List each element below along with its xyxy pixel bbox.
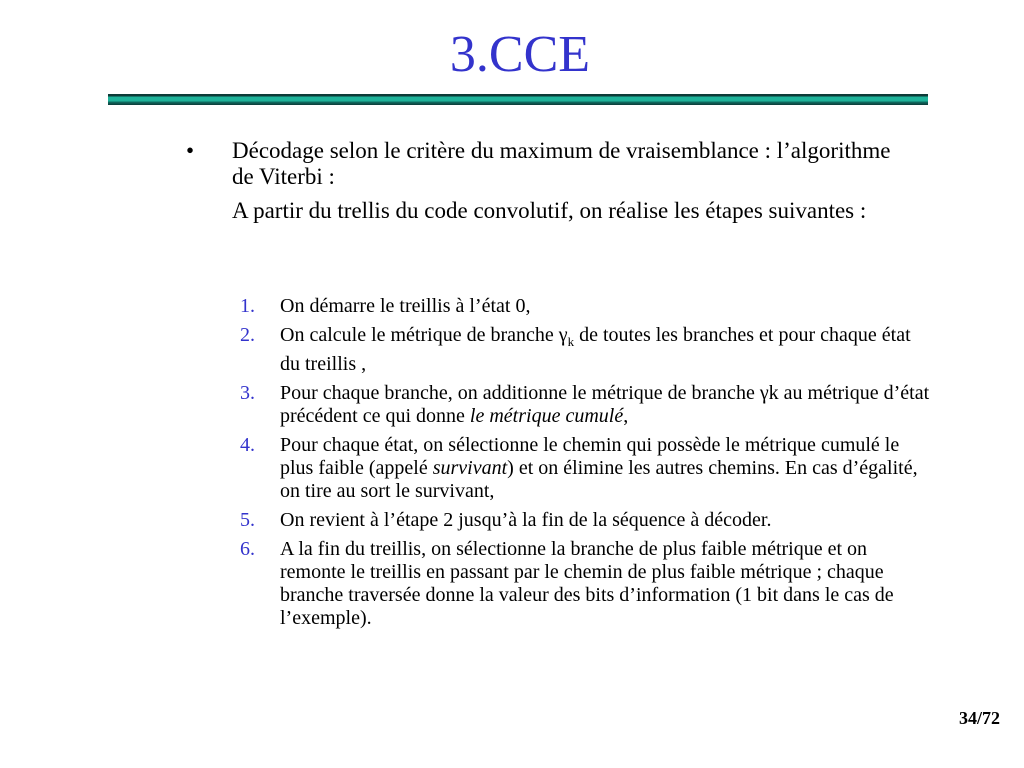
step-number: 2. xyxy=(240,324,255,346)
list-item xyxy=(240,382,930,428)
intro-paragraph: A partir du trellis du code convolutif, on réalise les étapes suivantes : xyxy=(232,198,867,223)
bullet-text: Décodage selon le critère du maximum de vraisemblance : l’algorithme de Viterbi : xyxy=(232,138,891,189)
steps-list xyxy=(240,295,930,636)
title-divider xyxy=(108,94,928,105)
bullet-icon: • xyxy=(186,138,195,163)
page-number: 34/72 xyxy=(958,708,1000,728)
step-text: Pour chaque branche, on additionne le métrique de branche γk au métrique d’état précédent ce qui donne le métrique cumulé, xyxy=(280,382,930,427)
step-number: 4. xyxy=(240,434,255,456)
step-number: 1. xyxy=(240,295,255,317)
gamma-symbol: γ xyxy=(558,324,568,346)
step-text: On revient à l’étape 2 jusqu’à la fin de la séquence à décoder. xyxy=(280,509,772,531)
step-text: A la fin du treillis, on sélectionne la branche de plus faible métrique et on remonte le treillis en passant par le chemin de plus faible métrique ; chaque branche traversée donne la valeur des bits d’information (1 bit dans le cas de l’exemple). xyxy=(280,538,894,629)
step-number: 6. xyxy=(240,538,255,560)
list-item xyxy=(240,509,930,532)
step-text: On démarre le treillis à l’état 0, xyxy=(280,295,531,317)
step-text: On calcule le métrique de branche $\gamma_k$ de toutes les branches et pour chaque état du treillis , xyxy=(280,324,911,375)
step-number: 3. xyxy=(240,382,255,404)
slide-title: 3.CCE xyxy=(449,26,591,83)
list-item xyxy=(240,538,930,630)
step-text: Pour chaque état, on sélectionne le chemin qui possède le métrique cumulé le plus faible (appelé survivant) et on élimine les autres chemins. En cas d’égalité, on tire au sort le survivant, xyxy=(280,434,918,502)
list-item xyxy=(240,295,930,318)
list-item xyxy=(240,324,930,376)
step-number: 5. xyxy=(240,509,255,531)
list-item xyxy=(240,434,930,503)
main-bullet xyxy=(186,138,906,224)
